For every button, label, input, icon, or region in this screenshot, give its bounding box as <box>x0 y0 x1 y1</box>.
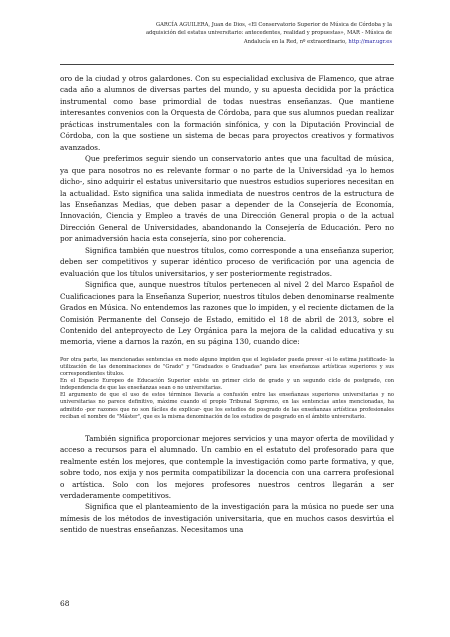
paragraph: Significa que, aunque nuestros títulos pertenecen al nivel 2 del Marco Español de Cualificaciones para la Enseñanza Superior, nuestros títulos deben denominarse realmente Grados en Música. No entendemos las razones que lo impiden, y el reciente dictamen de la Comisión Permanente del Consejo de Estado, emitido el 18 de abril de 2013, sobre el Contenido del anteproyecto de Ley Orgánica para la mejora de la calidad educativa y su memoria, viene a darnos la razón, en su página 130, cuando dice: <box>60 280 394 347</box>
header-line-3 <box>60 38 392 46</box>
journal-link[interactable]: http://mar.ugr.es <box>348 38 392 45</box>
quote-paragraph: En el Espacio Europeo de Educación Superior existe un primer ciclo de grado y un segundo ciclo de postgrado, con independencia de que las enseñanzas sean o no universitarias. <box>60 378 394 392</box>
block-quote <box>60 357 394 421</box>
header-line-2: adquisición del estatus universitario: antecedentes, realidad y propuestas», MAR - Música de <box>145 30 392 37</box>
paragraph: Que preferimos seguir siendo un conservatorio antes que una facultad de música, ya que para nosotros no es relevante formar o no parte de la Universidad -ya lo hemos dicho-, sino adquirir el estatus universitario que nuestros estudios superiores necesitan en la actualidad. Esto significa una salida inmediata de nuestros centros de la estructura de las Enseñanzas Medias, que deben pasar a depender de la Consejería de Economía, Innovación, Ciencia y Empleo a través de una Dirección General propia o de la actual Dirección General de Universidades, abandonando la Consejería de Educación. Pero no por animadversión hacia esta consejería, sino por coherencia. <box>60 154 394 244</box>
running-header <box>60 21 392 46</box>
page-number: 68 <box>60 599 70 608</box>
body-text <box>60 73 394 536</box>
header-divider <box>60 64 394 65</box>
quote-paragraph: El argumento de que el uso de estos términos llevaría a confusión entre las enseñanzas superiores universitarias y no universitarias no parece definitivo, máxime cuando el propio Tribunal Supremo, en las sentencias antes mencionadas, ha admitido -por razones que no son fáciles de explicar- que los estudios de posgrado de las enseñanzas artísticas profesionales reciban el nombre de "Máster", que es la misma denominación de los estudios de posgrado en el ámbito universitario. <box>60 392 394 420</box>
quote-paragraph: Por otra parte, las mencionadas sentencias en modo alguno impiden que el legislador pueda prever -si lo estima justificado- la utilización de las denominaciones de "Grado" y "Graduados o Graduadas" para las enseñanzas artísticas superiores y sus correspondientes títulos. <box>60 356 394 378</box>
paragraph: Significa también que nuestros títulos, como corresponde a una enseñanza superior, deben ser competitivos y superar idéntico proceso de verificación por una agencia de evaluación que los títulos universitarios, y ser posteriormente registrados. <box>60 245 394 278</box>
paragraph: oro de la ciudad y otros galardones. Con su especialidad exclusiva de Flamenco, que atrae cada año a alumnos de diversas partes del mundo, y su apuesta decidida por la práctica instrumental como base primordial de todas nuestras enseñanzas. Que mantiene interesantes convenios con la Orquesta de Córdoba, para que sus alumnos puedan realizar prácticas instrumentales con la formación sinfónica, y con la Diputación Provincial de Córdoba, con la que sostiene un sistema de becas para proyectos creativos y formativos avanzados. <box>60 74 394 152</box>
paragraph: También significa proporcionar mejores servicios y una mayor oferta de movilidad y acceso a recursos para el alumnado. Un cambio en el estatuto del profesorado para que realmente estén los mejores, que contemple la investigación como parte formativa, y que, sobre todo, nos exija y nos permita compatibilizar la docencia con una carrera profesional o artística. Solo con los mejores profesores nuestros centros llegarán a ser verdaderamente competitivos. <box>60 433 394 500</box>
header-line-1: GARCÍA AGUILERA, Juan de Dios, «El Conservatorio Superior de Música de Córdoba y la <box>156 22 392 28</box>
header-citation: Andalucía en la Red, nº extraordinario, <box>243 38 349 45</box>
paragraph: Significa que el planteamiento de la investigación para la música no puede ser una mímesis de los métodos de investigación universitaria, que en muchos casos desvirtúa el sentido de nuestras enseñanzas. Necesitamos una <box>60 502 394 535</box>
